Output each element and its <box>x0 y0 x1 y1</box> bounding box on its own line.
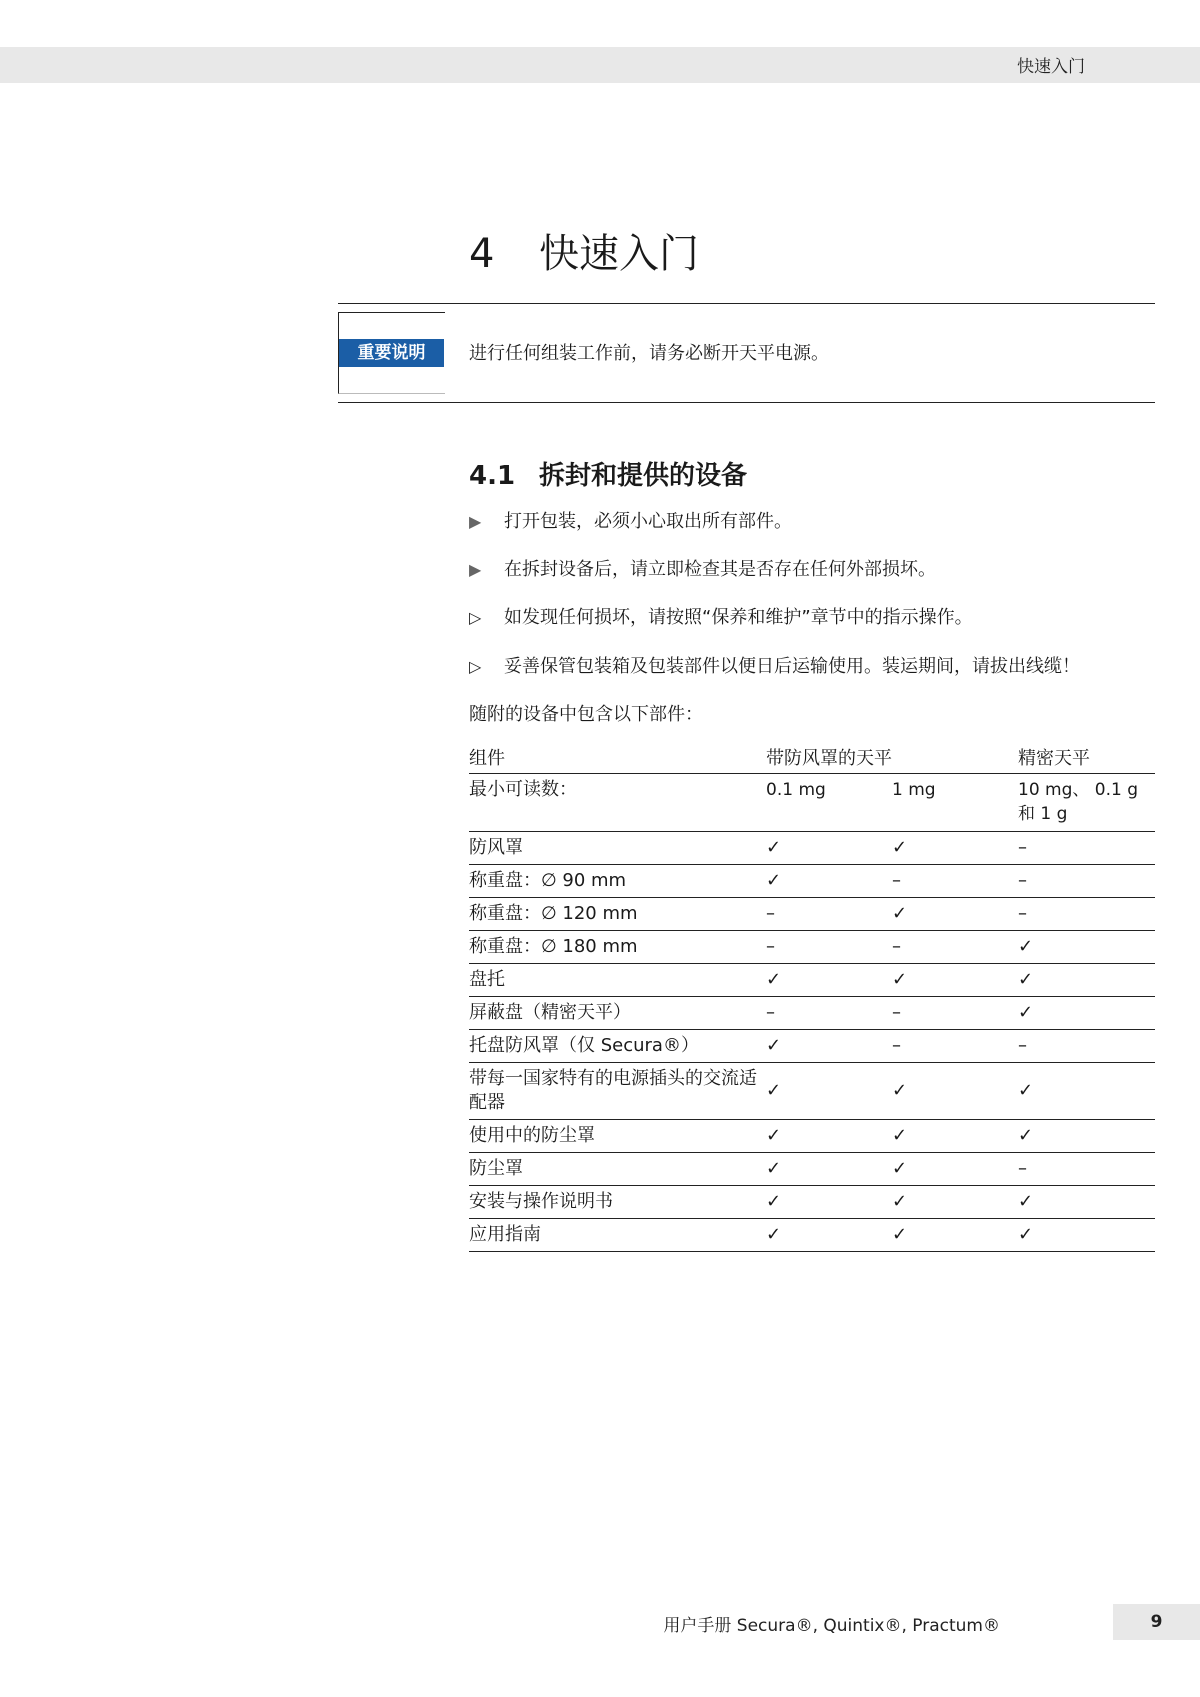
cell-mark: ✓ <box>892 1153 1018 1186</box>
cell-mark: ✓ <box>892 898 1018 931</box>
step-item <box>469 507 792 533</box>
page-number: 9 <box>1113 1604 1200 1640</box>
table-row <box>469 1186 1155 1219</box>
divider-top <box>338 303 1155 304</box>
step-text: 如发现任何损坏，请按照“保养和维护”章节中的指示操作。 <box>504 607 973 628</box>
cell-mark: – <box>766 997 892 1030</box>
row-label: 使用中的防尘罩 <box>469 1120 766 1153</box>
step-item <box>469 652 1080 678</box>
cell-mark: ✓ <box>1018 1120 1155 1153</box>
table-row <box>469 865 1155 898</box>
header-precision-balance: 精密天平 <box>1018 740 1155 774</box>
row-label: 防尘罩 <box>469 1153 766 1186</box>
running-header: 快速入门 <box>1017 57 1085 77</box>
hollow-arrow-icon: ▷ <box>469 608 482 627</box>
table-intro: 随附的设备中包含以下部件： <box>469 704 703 725</box>
row-label: 托盘防风罩（仅 Secura®） <box>469 1030 766 1063</box>
row-label: 最小可读数： <box>469 774 766 832</box>
cell-mark: ✓ <box>892 1063 1018 1120</box>
step-text: 打开包装，必须小心取出所有部件。 <box>504 511 792 532</box>
row-label: 防风罩 <box>469 832 766 865</box>
section-number: 4.1 <box>469 461 516 491</box>
chapter-number: 4 <box>469 231 495 277</box>
table-row <box>469 1120 1155 1153</box>
cell-mark: ✓ <box>1018 997 1155 1030</box>
row-label: 屏蔽盘（精密天平） <box>469 997 766 1030</box>
row-label: 盘托 <box>469 964 766 997</box>
filled-arrow-icon: ▶ <box>469 560 482 579</box>
footer-manual-title: 用户手册 Secura®, Quintix®, Practum® <box>663 1616 1000 1636</box>
step-item <box>469 555 936 581</box>
table-row <box>469 1063 1155 1120</box>
cell-mark: ✓ <box>766 1153 892 1186</box>
cell-mark: ✓ <box>892 1186 1018 1219</box>
readability-value: 1 mg <box>892 774 1018 832</box>
cell-mark: ✓ <box>766 832 892 865</box>
table-row <box>469 1030 1155 1063</box>
row-label: 安装与操作说明书 <box>469 1186 766 1219</box>
row-label: 称重盘：∅ 180 mm <box>469 931 766 964</box>
cell-mark: ✓ <box>766 1063 892 1120</box>
readability-value: 0.1 mg <box>766 774 892 832</box>
readability-value: 10 mg、 0.1 g 和 1 g <box>1018 774 1155 832</box>
table-row-readability <box>469 774 1155 832</box>
section-heading <box>469 455 747 492</box>
chapter-heading <box>469 222 699 279</box>
table-row <box>469 1153 1155 1186</box>
cell-mark: ✓ <box>1018 931 1155 964</box>
cell-mark: – <box>892 931 1018 964</box>
section-title: 拆封和提供的设备 <box>539 461 748 491</box>
table-row <box>469 898 1155 931</box>
cell-mark: – <box>892 865 1018 898</box>
step-text: 在拆封设备后，请立即检查其是否存在任何外部损坏。 <box>504 559 936 580</box>
header-draftshield-balance: 带防风罩的天平 <box>766 740 1018 774</box>
table-row <box>469 997 1155 1030</box>
table-row <box>469 1219 1155 1252</box>
cell-mark: ✓ <box>766 1120 892 1153</box>
cell-mark: ✓ <box>892 1219 1018 1252</box>
table-row <box>469 832 1155 865</box>
cell-mark: ✓ <box>892 832 1018 865</box>
divider-bottom <box>338 402 1155 403</box>
cell-mark: – <box>1018 865 1155 898</box>
hollow-arrow-icon: ▷ <box>469 657 482 676</box>
cell-mark: – <box>892 1030 1018 1063</box>
cell-mark: ✓ <box>766 964 892 997</box>
cell-mark: ✓ <box>766 1219 892 1252</box>
filled-arrow-icon: ▶ <box>469 512 482 531</box>
row-label: 称重盘：∅ 90 mm <box>469 865 766 898</box>
cell-mark: ✓ <box>892 1120 1018 1153</box>
row-label: 称重盘：∅ 120 mm <box>469 898 766 931</box>
cell-mark: ✓ <box>1018 1063 1155 1120</box>
cell-mark: – <box>1018 1030 1155 1063</box>
chapter-title: 快速入门 <box>539 231 699 277</box>
cell-mark: – <box>1018 1153 1155 1186</box>
cell-mark: ✓ <box>766 1030 892 1063</box>
header-component: 组件 <box>469 740 766 774</box>
step-item <box>469 603 973 629</box>
step-text: 妥善保管包装箱及包装部件以便日后运输使用。装运期间，请拔出线缆！ <box>504 656 1080 677</box>
note-text: 进行任何组装工作前，请务必断开天平电源。 <box>469 343 829 364</box>
cell-mark: ✓ <box>1018 964 1155 997</box>
cell-mark: ✓ <box>1018 1186 1155 1219</box>
cell-mark: – <box>766 931 892 964</box>
cell-mark: ✓ <box>1018 1219 1155 1252</box>
cell-mark: – <box>1018 898 1155 931</box>
table-row <box>469 964 1155 997</box>
cell-mark: – <box>892 997 1018 1030</box>
row-label: 带每一国家特有的电源插头的交流适配器 <box>469 1063 766 1120</box>
row-label: 应用指南 <box>469 1219 766 1252</box>
cell-mark: – <box>1018 832 1155 865</box>
note-label: 重要说明 <box>339 339 444 367</box>
cell-mark: ✓ <box>766 865 892 898</box>
parts-table <box>469 740 1155 1252</box>
cell-mark: – <box>766 898 892 931</box>
cell-mark: ✓ <box>892 964 1018 997</box>
table-row <box>469 931 1155 964</box>
cell-mark: ✓ <box>766 1186 892 1219</box>
table-header-row <box>469 740 1155 774</box>
